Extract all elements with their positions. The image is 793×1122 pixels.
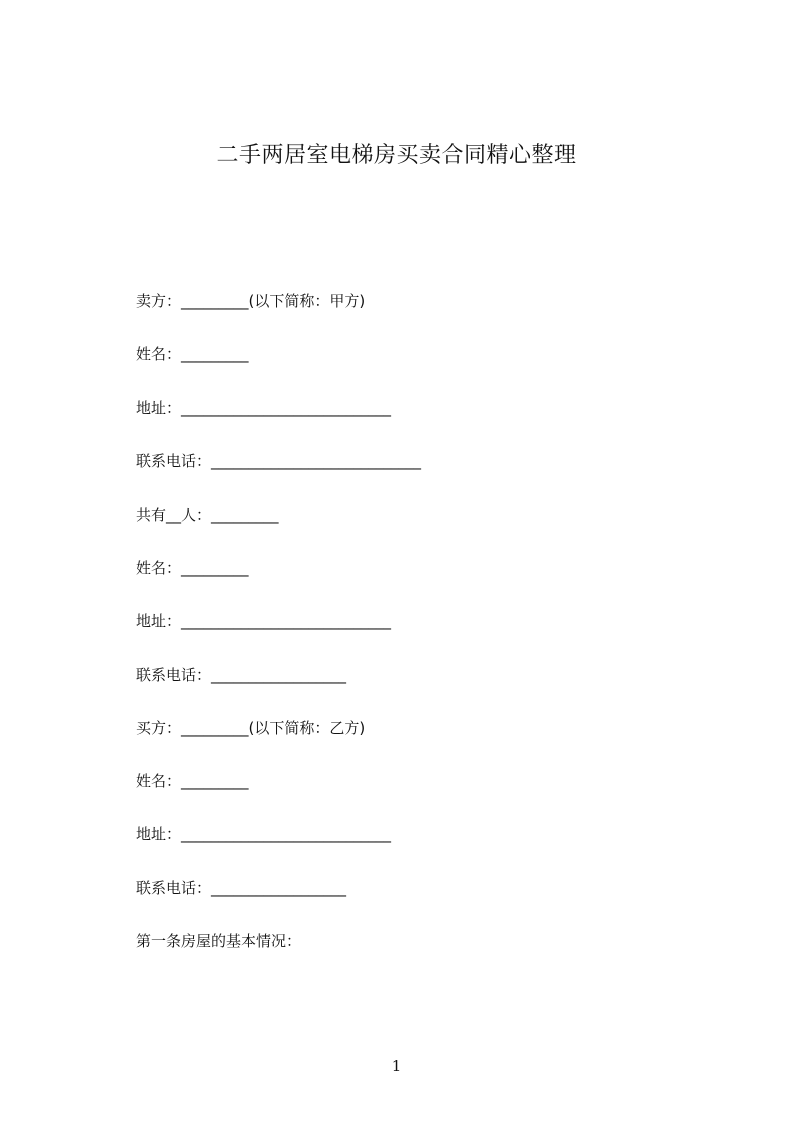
buyer-phone-line: 联系电话：__________________	[136, 879, 347, 897]
seller-name-line: 姓名：_________	[136, 345, 249, 363]
co-owner-name-line: 姓名：_________	[136, 559, 249, 577]
page-number: 1	[391, 1057, 402, 1075]
document-title: 二手两居室电梯房买卖合同精心整理	[216, 143, 577, 168]
seller-line: 卖方：_________(以下简称：甲方)	[136, 292, 366, 310]
co-owner-address-line: 地址：____________________________	[136, 612, 392, 630]
co-owners-line: 共有__人：_________	[136, 506, 279, 524]
buyer-line: 买方：_________(以下简称：乙方)	[136, 719, 366, 737]
buyer-address-line: 地址：____________________________	[136, 825, 392, 843]
buyer-name-line: 姓名：_________	[136, 772, 249, 790]
seller-address-line: 地址：____________________________	[136, 399, 392, 417]
seller-phone-line: 联系电话：____________________________	[136, 452, 422, 470]
article-one-heading: 第一条房屋的基本情况：	[136, 932, 302, 950]
co-owner-phone-line: 联系电话：__________________	[136, 666, 347, 684]
